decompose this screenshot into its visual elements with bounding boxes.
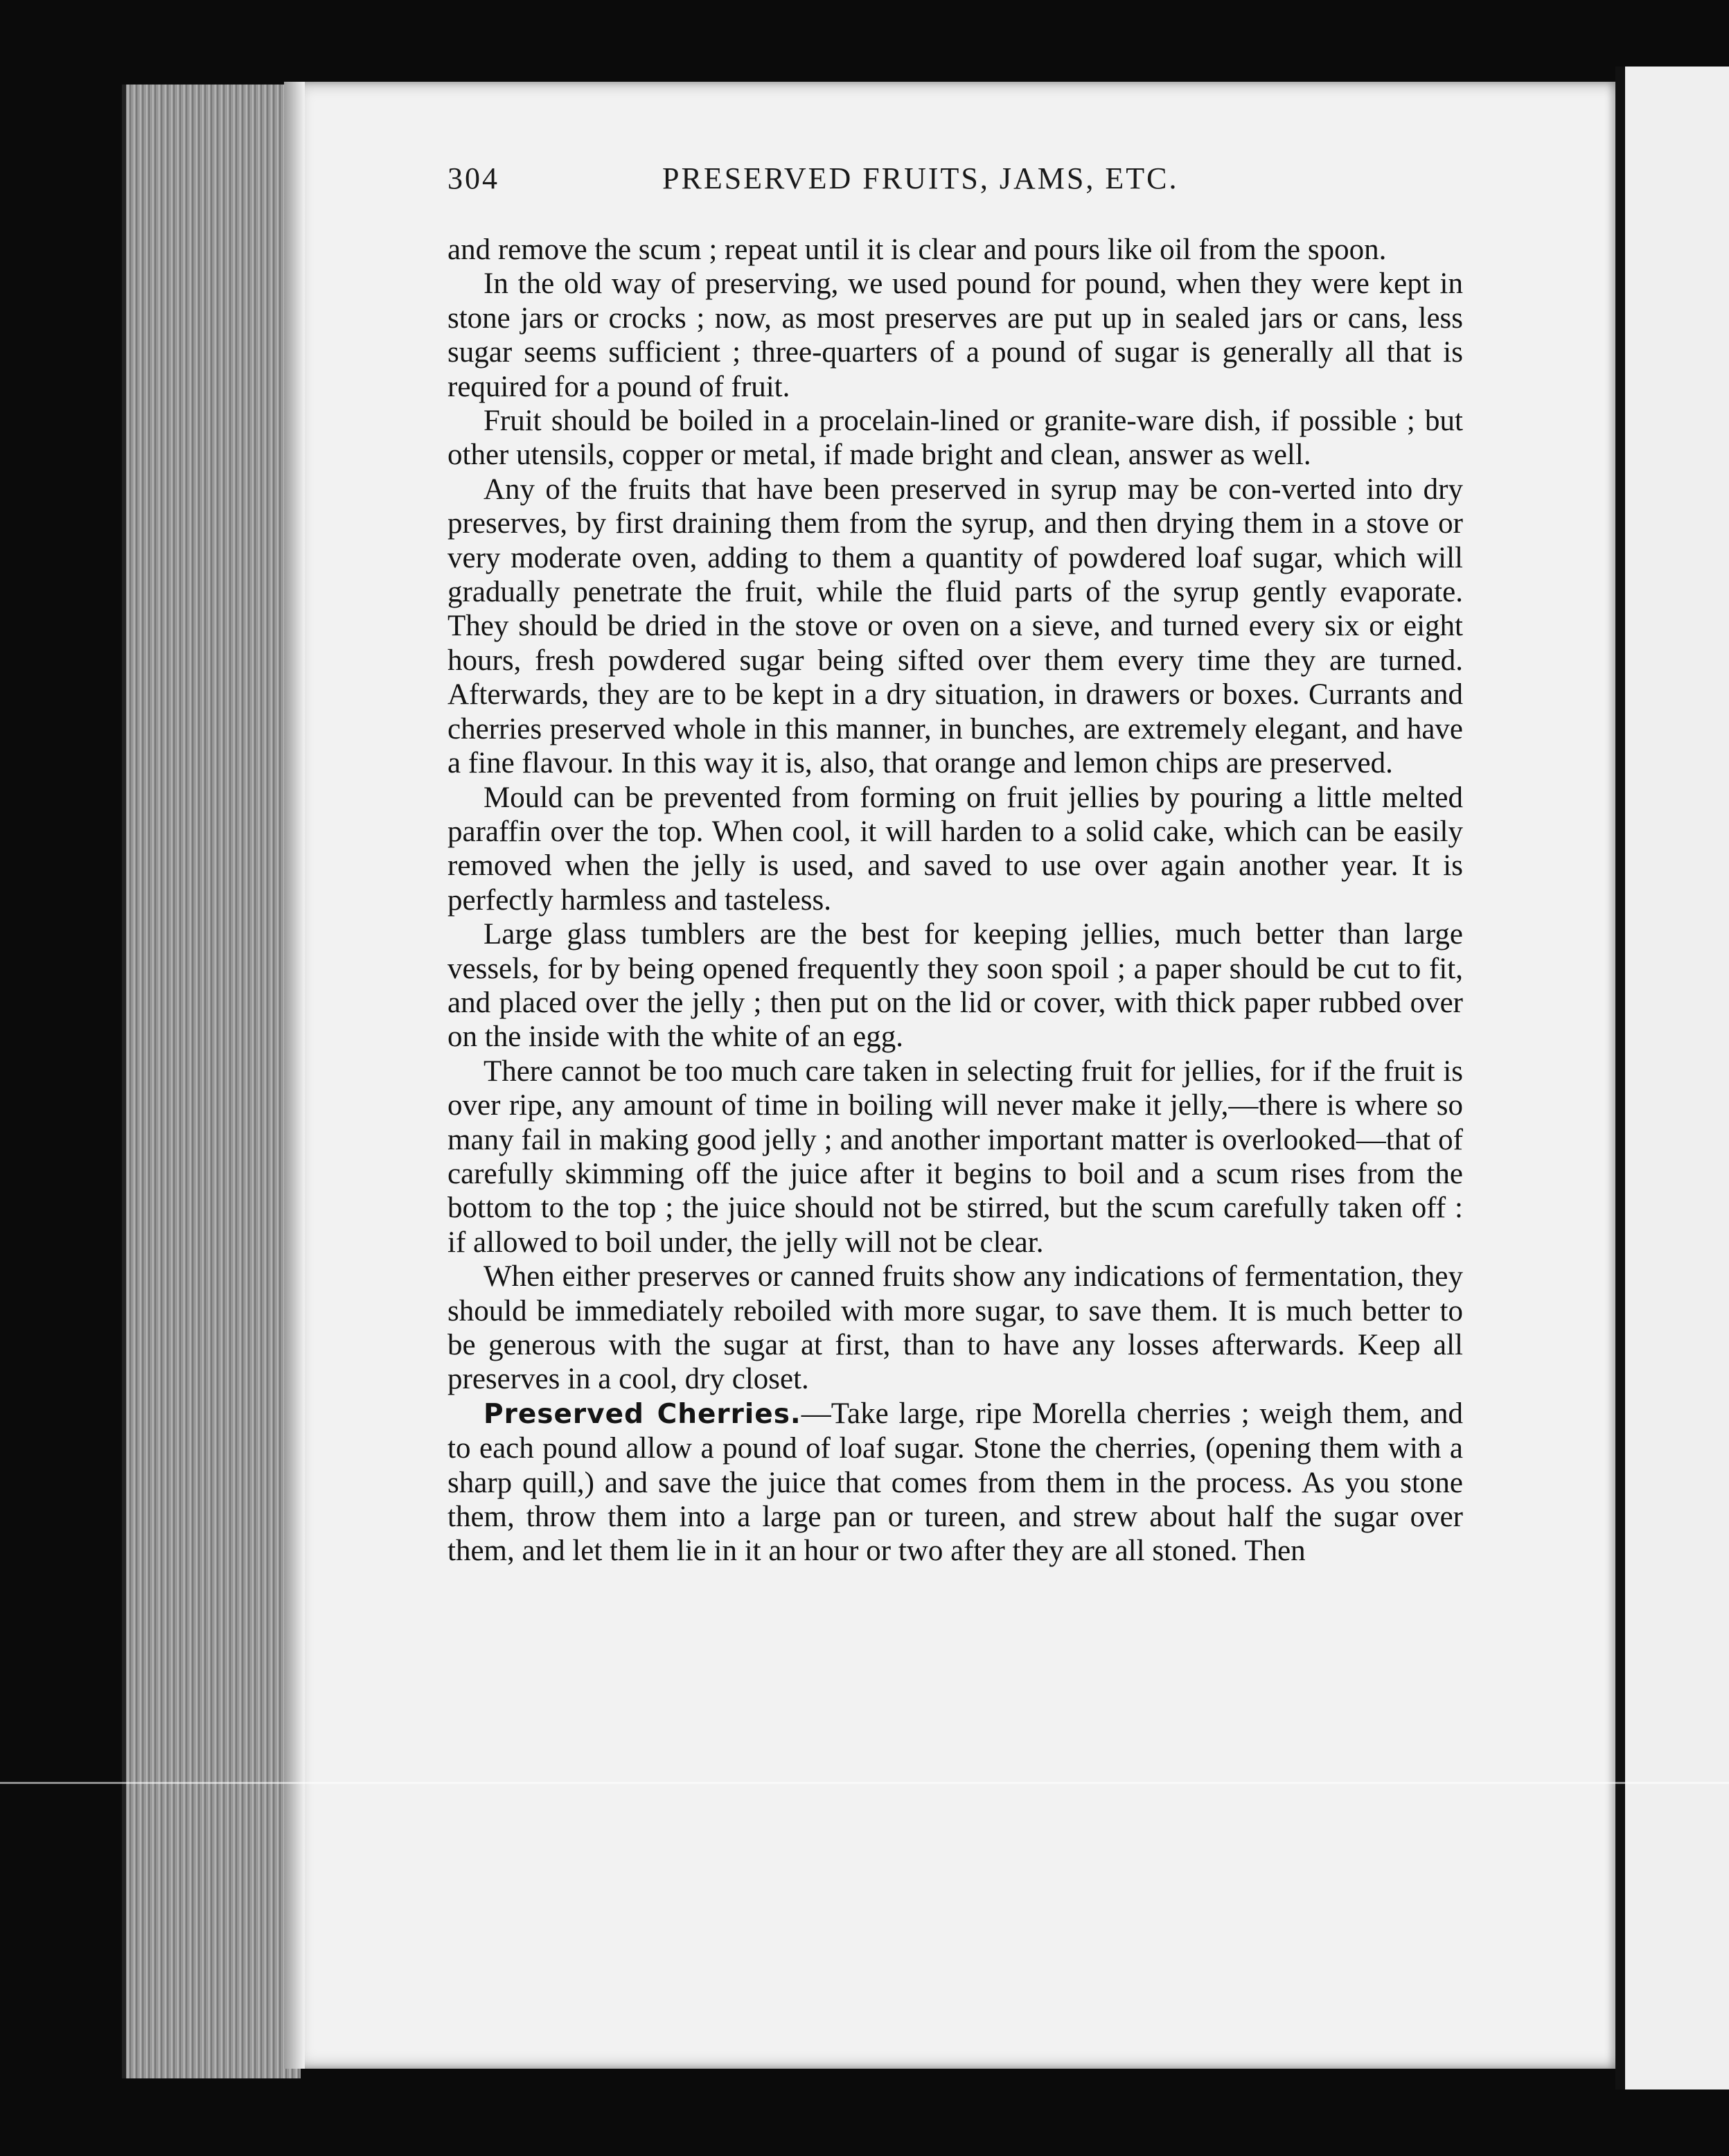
page-number: 304	[447, 161, 499, 195]
spine-shadow	[284, 82, 305, 2069]
running-head	[447, 161, 1463, 209]
paragraph: and remove the scum ; repeat until it is clear and pours like oil from the spoon.	[447, 233, 1387, 266]
facing-page-edge	[1615, 67, 1729, 2089]
paragraph: Fruit should be boiled in a procelain-lined or granite-ware dish, if possible ; but other utensils, copper or metal, if made bright and clean, answer as well.	[447, 405, 1463, 472]
paragraph: Large glass tumblers are the best for keeping jellies, much better than large vessels, for by being opened frequently they soon spoil ; a paper should be cut to fit, and placed over the jelly ; then put on the lid or cover, with thick paper rubbed over on the inside with the white of an egg.	[447, 918, 1463, 1054]
recipe-paragraph	[447, 1397, 1463, 1569]
paragraph: There cannot be too much care taken in selecting fruit for jellies, for if the fruit is over ripe, any amount of time in boiling will never make it jelly,—there is where so many fail in making good jelly ; and another important matter is overlooked—that of carefully skimming off the juice after it begins to boil and a scum rises from the bottom to the top ; the juice should not be stirred, but the scum carefully taken off : if allowed to boil under, the jelly will not be clear.	[447, 1054, 1463, 1259]
paragraph: Any of the fruits that have been preserved in syrup may be con-verted into dry preserves, by first draining them from the syrup, and then drying them in a stove or very moderate oven, adding to them a quantity of powdered loaf sugar, which will gradually penetrate the fruit, while the fluid parts of the syrup gently evaporate. They should be dried in the stove or oven on a sieve, and turned every six or eight hours, fresh powdered sugar being sifted over them every time they are turned. Afterwards, they are to be kept in a dry situation, in drawers or boxes. Currants and cherries preserved whole in this manner, in bunches, are extremely elegant, and have a fine flavour. In this way it is, also, that orange and lemon chips are preserved.	[447, 472, 1463, 780]
body-text	[447, 233, 1463, 1569]
running-title: PRESERVED FRUITS, JAMS, ETC.	[662, 161, 1179, 195]
recipe-text: —Take large, ripe Morella cherries ; weigh them, and to each pound allow a pound of loaf sugar. Stone the cherries, (opening them with a sharp quill,) and save the juice that comes from them in the process. As you stone them, throw them into a large pan or tureen, and strew about half the sugar over them, and let them lie in it an hour or two after they are all stoned. Then	[447, 1397, 1463, 1568]
scan-artifact-line	[0, 1782, 1729, 1784]
paragraph: In the old way of preserving, we used pound for pound, when they were kept in stone jars or crocks ; now, as most preserves are put up in sealed jars or cans, less sugar seems sufficient ; three-quarters of a pound of sugar is generally all that is required for a pound of fruit.	[447, 267, 1463, 403]
paragraph: When either preserves or canned fruits show any indications of fermentation, they should be immediately reboiled with more sugar, to save them. It is much better to be generous with the sugar at first, than to have any losses afterwards. Keep all preserves in a cool, dry closet.	[447, 1260, 1463, 1396]
recipe-title: Preserved Cherries.	[484, 1398, 801, 1430]
paragraph: Mould can be prevented from forming on fruit jellies by pouring a little melted paraffin over the top. When cool, it will harden to a solid cake, which can be easily removed when the jelly is used, and saved to use over again another year. It is perfectly harmless and tasteless.	[447, 781, 1463, 917]
book-page-edges	[122, 85, 301, 2078]
